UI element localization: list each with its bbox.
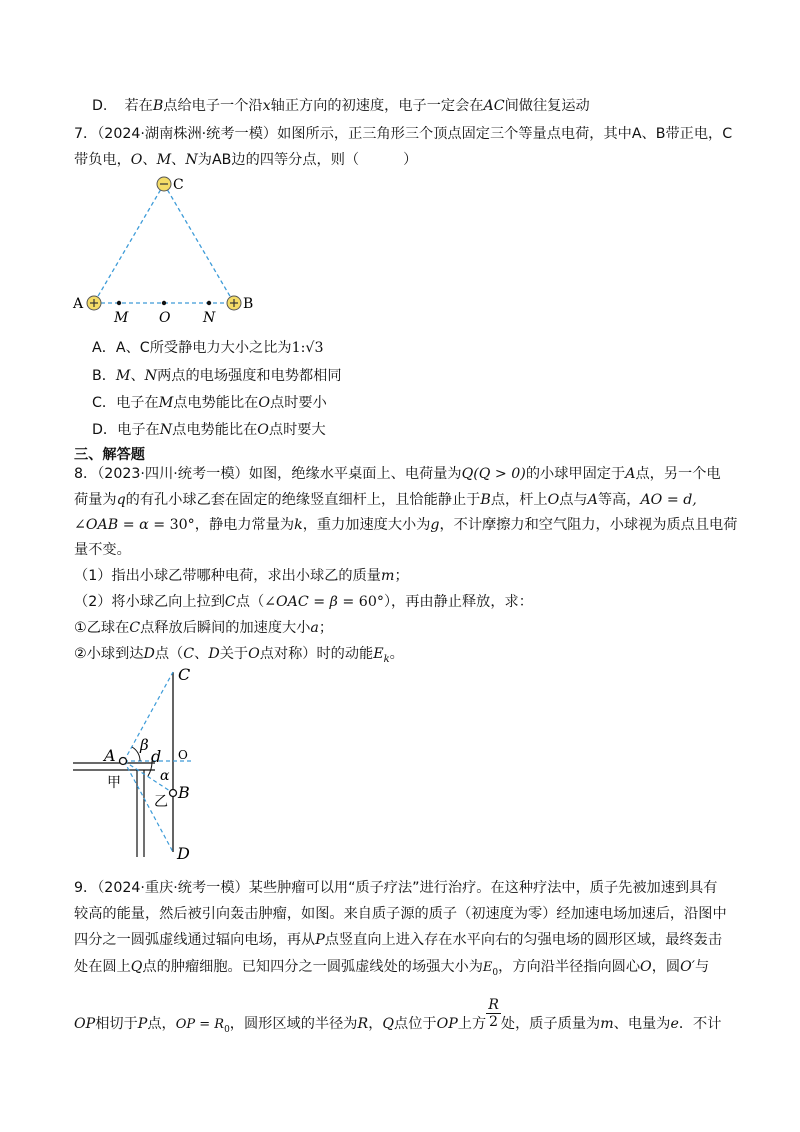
q7-edge-ca: [94, 184, 164, 303]
q7-label-n: N: [203, 310, 216, 325]
q9-stem-line4: 处在圆上Q点的肿瘤细胞。已知四分之一圆弧虚线处的场强大小为$E_0$，方向沿半径指向圆心O，圆O′与: [74, 959, 710, 978]
q8-subpart2: ②小球到达D点（C、D关于O点对称）时的动能$E_k$。: [74, 646, 404, 665]
q7-label-b: B: [243, 296, 254, 312]
q7-option-a: A．A、C所受静电力大小之比为1:√3: [92, 340, 324, 356]
q7-option-d: D．电子在N点电势能比在O点时要大: [92, 422, 326, 438]
q8-label-jia: 甲: [107, 775, 121, 791]
section-title: 三、解答题: [74, 447, 145, 463]
q8-stem-line3: ∠OAB = α = 30°，静电力常量为k，重力加速度大小为g，不计摩擦力和空气阻力，小球视为质点且电荷: [74, 517, 738, 533]
q9-stem-line1: 9．（2024·重庆·统考一模）某些肿瘤可以用“质子疗法”进行治疗。在这种疗法中，质子先被加速到具有: [74, 880, 718, 896]
q7-stem-line2: 带负电，O、M、N为AB边的四等分点，则（ ）: [74, 152, 418, 168]
q7-stem-line1: 7．（2024·湖南株洲·统考一模）如图所示，正三角形三个顶点固定三个等量点电荷，其中A、B带正电，C: [74, 126, 733, 142]
q8-label-d-point: D: [177, 844, 190, 863]
q8-label-beta: β: [140, 736, 149, 754]
q8-label-a: A: [104, 746, 116, 765]
q8-stem-line2: 荷量为q的有孔小球乙套在固定的绝缘竖直细杆上，且恰能静止于B点，杆上O点与A等高，AO = d,: [74, 492, 697, 508]
q8-ball-a: [120, 758, 127, 765]
q6-option-d: D. 若在B点给电子一个沿x轴正方向的初速度，电子一定会在AC间做往复运动: [92, 98, 590, 114]
q8-label-b: B: [178, 783, 190, 802]
q8-label-yi: 乙: [154, 794, 168, 810]
q7-point-o: [162, 301, 166, 305]
q7-option-c: C．电子在M点电势能比在O点时要小: [92, 395, 327, 411]
q8-rod-figure: [60, 662, 220, 867]
q7-edge-cb: [164, 184, 234, 303]
q8-label-d: d: [151, 747, 162, 766]
q8-subpart1: ①乙球在C点释放后瞬间的加速度大小a；: [74, 620, 334, 636]
q8-part2: （2）将小球乙向上拉到C点（∠OAC = β = 60°），再由静止释放，求：: [74, 594, 533, 610]
q8-stem-line4: 量不变。: [74, 542, 131, 558]
q9-fraction-r-over-2: $\frac{R}{2}$: [488, 996, 499, 1030]
q9-stem-line2: 较高的能量，然后被引向轰击肿瘤，如图。来自质子源的质子（初速度为零）经加速电场加速后，沿图中: [74, 906, 727, 922]
q9-stem-line3: 四分之一圆弧虚线通过辐向电场，再从P点竖直向上进入存在水平向右的匀强电场的圆形区域，最终轰击: [74, 932, 723, 948]
q7-option-b: B．M、N两点的电场强度和电势都相同: [92, 368, 342, 384]
q7-label-m: M: [114, 310, 129, 325]
q7-label-c: C: [173, 177, 184, 193]
q7-label-o: O: [159, 310, 171, 325]
q8-label-alpha: α: [160, 768, 170, 784]
q7-label-a: A: [73, 296, 84, 312]
q8-label-o: O: [178, 748, 188, 762]
q7-triangle-figure: [70, 170, 270, 325]
q8-stem-line1: 8．（2023·四川·统考一模）如图，绝缘水平桌面上、电荷量为Q(Q > 0)的小球甲固定于A点，另一个电: [74, 466, 721, 482]
q8-ball-b: [170, 790, 177, 797]
q8-label-c: C: [178, 665, 191, 684]
q7-point-m: [117, 301, 121, 305]
q7-point-n: [207, 301, 211, 305]
q8-part1: （1）指出小球乙带哪种电荷，求出小球乙的质量m；: [74, 568, 409, 584]
q9-stem-line5: OP相切于P点，OP = $R_0$，圆形区域的半径为R，Q点位于OP上方 $\frac{R}{2}$ 处，质子质量为m、电量为e．不计: [74, 996, 722, 1035]
